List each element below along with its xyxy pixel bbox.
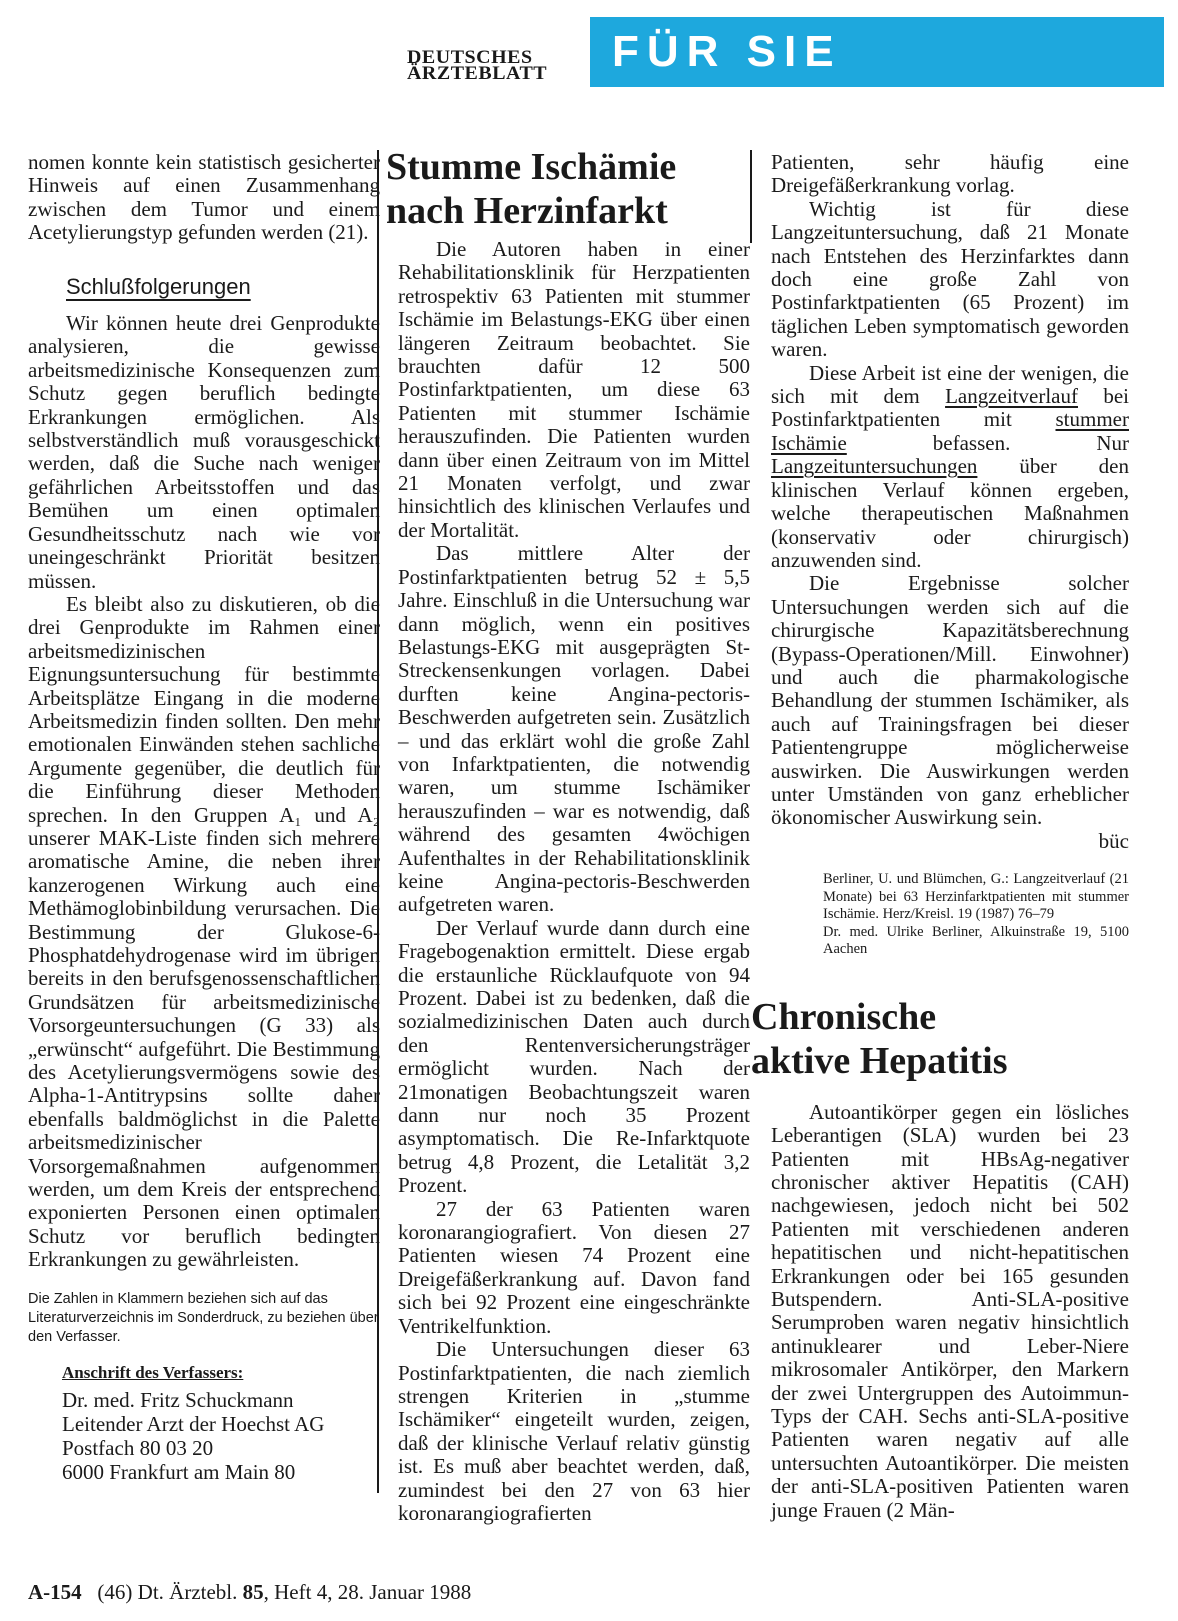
volume-number: 85 (242, 1580, 264, 1604)
section-heading: Schlußfolgerungen (66, 273, 251, 299)
footnote: Die Zahlen in Klammern beziehen sich auf das Literaturverzeichnis im Sonderdruck, zu beziehen über den Verfasser. (28, 1290, 379, 1345)
address-line: Leitender Arzt der Hoechst AG (62, 1412, 325, 1437)
paragraph: Es bleibt also zu diskutieren, ob die drei Genprodukte im Rahmen einer arbeitsmedizinischen Eignungsuntersuchung für bestimmte Arbeitsplätze Eingang in die moderne Arbeitsmedizin finden sollten. Den mehr emotionalen Einwänden stehen sachliche Argumente gegenüber, die deutlich für die Einführung dieser Methoden sprechen. In den Gruppen A₁ und A₂ unserer MAK-Liste finden sich mehrere aromatische Amine, die neben ihrer kanzerogenen Wirkung auch eine Methämoglobinbildung verursachen. Die Bestimmung der Glukose-6-Phosphatdehydrogenase wird im übrigen bereits in den berufsgenossenschaftlichen Grundsätzen für arbeitsmedizinische Vorsorgeuntersuchungen (G 33) als „erwünscht“ aufgeführt. Die Bestimmung des Acetylierungsvermögens sowie des Alpha-1-Antitrypsins sollte daher ebenfalls baldmöglichst in die Palette arbeitsmedizinischer Vorsorgemaßnahmen aufgenommen werden, um dem Kreis der entsprechend exponierten Personen einen optimalen Schutz vor beruflich bedingten Erkrankungen zu gewährleisten. (28, 591, 380, 1272)
address-line: 6000 Frankfurt am Main 80 (62, 1460, 296, 1485)
underlined-term: Langzeitverlauf (945, 384, 1078, 409)
address-heading: Anschrift des Verfassers: (62, 1362, 244, 1382)
reference-block (823, 871, 1129, 959)
column-2 (398, 238, 750, 1525)
paragraph: Autoantikörper gegen ein lösliches Leberantigen (SLA) wurden bei 23 Patienten mit HBsAg-negativer chronischer aktiver Hepatitis (CAH) nachgewiesen, jedoch nicht bei 502 Patienten mit verschiedenen anderen hepatitischen und nicht-hepatitischen Erkrankungen oder bei 165 gesunden Butspendern. Anti-SLA-positive Serumproben waren negativ hinsichtlich antinuklearer und Leber-Niere mikrosomaler Antikörper, den Markern der zwei Untergruppen des Autoimmun-Typs der CAH. Sechs anti-SLA-positive Patienten waren negativ auf alle untersuchten Autoantikörper. Die meisten der anti-SLA-positiven Patienten waren junge Frauen (2 Män- (771, 1099, 1129, 1522)
page-number: A-154 (28, 1580, 82, 1604)
article-headline-2 (751, 995, 1129, 1083)
column-rule-right (750, 150, 752, 243)
underlined-term: stummer Ischämie (771, 407, 1129, 455)
reference-address: Dr. med. Ulrike Berliner, Alkuinstraße 19, 5100 Aachen (823, 923, 1129, 958)
headline-line-2: aktive Hepatitis (751, 1039, 1008, 1082)
paragraph: Die Ergebnisse solcher Untersuchungen werden sich auf die chirurgische Kapazitätsberechnung (Bypass-Operationen/Mill. Einwohner) und auch die pharmakologische Behandlung der stummen Ischämiker, als auch auf Trainingsfragen bei dieser Patientengruppe möglicherweise auswirken. Die Auswirkungen werden unter Umständen von ganz erheblicher ökonomischer Auswirkung sein. (771, 571, 1129, 830)
author-initials: büc (1098, 828, 1129, 853)
paragraph: Der Verlauf wurde dann durch eine Fragebogenaktion ermittelt. Diese ergab die erstaunliche Rücklaufquote von 94 Prozent. Dabei ist zu bedenken, daß die sozialmedizinischen Daten auch durch den Rentenversicherungsträger ermöglicht wurden. Nach der 21monatigen Beobachtungszeit waren dann nur noch 35 Prozent asymptomatisch. Die Re-Infarktquote betrug 4,8 Prozent, die Letalität 3,2 Prozent. (398, 915, 750, 1198)
reference-citation: Berliner, U. und Blümchen, G.: Langzeitverlauf (21 Monate) bei 63 Herzinfarktpatienten mit stummer Ischämie. Herz/Kreisl. 19 (1987) 76–79 (823, 871, 1129, 923)
headline-line-1: Stumme Ischämie (386, 146, 677, 188)
paragraph: Das mittlere Alter der Postinfarktpatienten betrug 52 ± 5,5 Jahre. Einschluß in die Untersuchung war dann möglich, wenn ein positives Belastungs-EKG mit ausgeprägten St-Streckensenkungen vorlagen. Dabei durften keine Angina-pectoris-Beschwerden aufgetreten sein. Zusätzlich – und das erklärt wohl die große Zahl von Infarktpatienten, die notwendig waren, um stumme Ischämiker herauszufinden – war es notwendig, daß während des gesamten 4wöchigen Aufenthaltes in der Rehabilitationsklinik keine Angina-pectoris-Beschwerden aufgetreten waren. (398, 541, 750, 917)
paragraph-continued: nomen konnte kein statistisch gesicherter Hinweis auf einen Zusammenhang zwischen dem Tumor und einem Acetylierungstyp gefunden werden (21). (28, 150, 380, 245)
masthead-line-1: DEUTSCHES (407, 47, 533, 68)
masthead-line-2: ÄRZTEBLATT (407, 63, 548, 84)
paragraph: Wichtig ist für diese Langzeituntersuchung, daß 21 Monate nach Entstehen des Herzinfarktes dann doch eine große Zahl von Postinfarktpatienten (65 Prozent) im täglichen Leben symptomatisch geworden waren. (771, 196, 1129, 362)
headline-line-2: nach Herzinfarkt (386, 190, 668, 232)
address-line: Dr. med. Fritz Schuckmann (62, 1388, 294, 1413)
address-line: Postfach 80 03 20 (62, 1436, 214, 1461)
article-headline (386, 145, 676, 233)
underlined-term: Langzeituntersuchungen (771, 454, 978, 479)
signature-row (771, 830, 1129, 853)
paragraph-continued: Patienten, sehr häufig eine Dreigefäßerkrankung vorlag. (771, 150, 1129, 198)
publication-masthead (407, 47, 548, 84)
issue-date: , Heft 4, 28. Januar 1988 (263, 1580, 472, 1604)
paragraph: Die Autoren haben in einer Rehabilitationsklinik für Herzpatienten retrospektiv 63 Patienten mit stummer Ischämie im Belastungs-EKG über einen längeren Zeitraum beobachtet. Sie brauchten dafür 12 500 Postinfarktpatienten, um diese 63 Patienten mit stummer Ischämie herauszufinden. Die Patienten wurden dann über einen Zeitraum von im Mittel 21 Monaten verfolgt, und zwar hinsichtlich des klinischen Verlaufes und der Mortalität. (398, 237, 750, 542)
paragraph: Diese Arbeit ist eine der wenigen, die sich mit dem Langzeitverlauf bei Postinfarktpatienten mit stummer Ischämie befassen. Nur Langzeituntersuchungen über den klinischen Verlauf können ergeben, welche therapeutischen Maßnahmen (konservativ oder chirurgisch) anzuwenden sind. (771, 360, 1129, 572)
column-1 (28, 151, 380, 1484)
issue-info: (46) Dt. Ärztebl. (97, 1580, 243, 1604)
headline-line-1: Chronische (751, 995, 937, 1038)
paragraph: Die Untersuchungen dieser 63 Postinfarktpatienten, die nach ziemlich strengen Kriterien in „stumme Ischämiker“ eingeteilt wurden, zeigen, daß der klinische Verlauf relativ günstig ist. Es muß aber beachtet werden, daß, zumindest bei den 27 von 63 hier koronarangiografierten (398, 1337, 750, 1525)
page-footer (28, 1580, 471, 1605)
paragraph: 27 der 63 Patienten waren koronarangiografiert. Von diesen 27 Patienten wiesen 74 Prozent eine Dreigefäßerkrankung auf. Davon fand sich bei 92 Prozent eine eingeschränkte Ventrikelfunktion. (398, 1196, 750, 1338)
column-3 (751, 150, 1129, 1522)
paragraph: Wir können heute drei Genprodukte analysieren, die gewisse arbeitsmedizinische Konsequenzen zum Schutz gegen beruflich bedingte Erkrankungen ermöglichen. Als selbstverständlich muß vorausgeschickt werden, daß die Suche nach weniger gefährlichen Arbeitsstoffen und das Bemühen um einen optimalen Gesundheitsschutz nach wie vor uneingeschränkt Priorität besitzen müssen. (28, 311, 380, 593)
author-address (62, 1388, 380, 1484)
section-banner: FÜR SIE REFERIERT (590, 17, 1164, 87)
